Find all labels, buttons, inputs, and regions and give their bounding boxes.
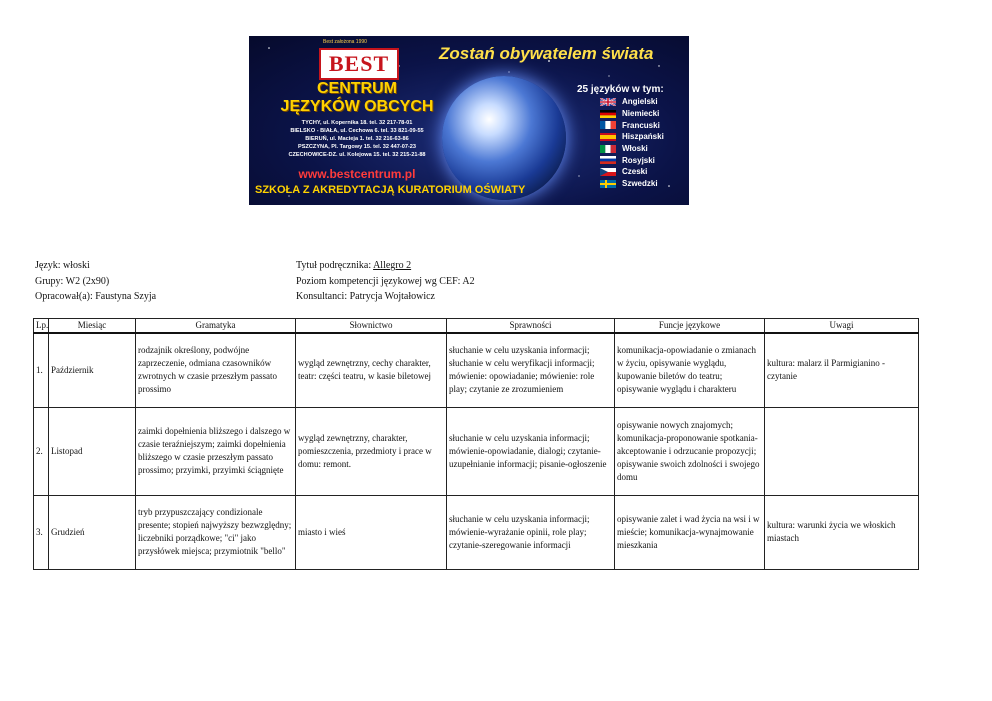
column-header-vocabulary: Słownictwo: [296, 319, 447, 334]
cell-lp: 2.: [34, 407, 49, 495]
cell-grammar: zaimki dopełnienia bliższego i dalszego w czasie teraźniejszym; zaimki dopełnienia bliższego w czasie przeszłym passato prossimo; przyimki, przyimki ściągnięte: [136, 407, 296, 495]
cell-functions: opisywanie nowych znajomych; komunikacja-proponowanie spotkania-akceptowanie i odrzucanie propozycji; opisywanie swoich zdolności i swojego domu: [615, 407, 765, 495]
cell-vocabulary: miasto i wieś: [296, 495, 447, 569]
language-item: [600, 154, 664, 166]
cell-vocabulary: wygląd zewnętrzny, charakter, pomieszczenia, przedmioty i prace w domu: remont.: [296, 407, 447, 495]
sweden-flag-icon: [600, 180, 616, 188]
cell-lp: 1.: [34, 333, 49, 407]
language-name: Włoski: [622, 144, 648, 154]
language-name: Niemiecki: [622, 109, 660, 119]
column-header-month: Miesiąc: [49, 319, 136, 334]
banner-since: Best założona 1990: [323, 39, 367, 45]
language-name: Szwedzki: [622, 179, 658, 189]
banner-slogan: Zostań obywatelem świata: [439, 44, 654, 63]
cell-month: Listopad: [49, 407, 136, 495]
school-banner: [249, 36, 689, 205]
consultants-field: Konsultanci: Patrycja Wojtałowicz: [296, 291, 435, 302]
language-name: Hiszpański: [622, 132, 664, 142]
column-header-functions: Funcje językowe: [615, 319, 765, 334]
language-item: [600, 131, 664, 143]
address-list: [257, 119, 457, 159]
school-name-line2: JĘZYKÓW OBCYCH: [280, 98, 434, 115]
author-field: Opracował(a): Faustyna Szyja: [35, 291, 157, 302]
cell-vocabulary: wygląd zewnętrzny, cechy charakter, teatr: części teatru, w kasie biletowej: [296, 333, 447, 407]
address-line: CZECHOWICE-DZ. ul. Kolejowa 15. tel. 32 215-21-88: [288, 152, 426, 158]
course-info: [35, 258, 156, 305]
language-name: Czeski: [622, 167, 648, 177]
column-header-skills: Sprawności: [447, 319, 615, 334]
cell-functions: opisywanie zalet i wad życia na wsi i w mieście; komunikacja-wynajmowanie mieszkania: [615, 495, 765, 569]
cell-skills: słuchanie w celu uzyskania informacji; słuchanie w celu weryfikacji informacji; mówienie: opowiadanie; mówienie: role play; czytanie ze zrozumieniem: [447, 333, 615, 407]
language-field: Język: włoski: [35, 260, 90, 271]
textbook-info: [296, 258, 475, 305]
column-header-lp: Lp.: [34, 319, 49, 334]
table-header-row: [34, 319, 919, 334]
language-item: [600, 119, 664, 131]
cell-month: Październik: [49, 333, 136, 407]
uk-flag-icon: [600, 98, 616, 106]
address-line: PSZCZYNA, Pl. Targowy 15. tel. 32 447-07-23: [297, 144, 417, 150]
cell-month: Grudzień: [49, 495, 136, 569]
russia-flag-icon: [600, 156, 616, 164]
address-line: BIELSKO - BIAŁA, ul. Cechowa 6. tel. 33 821-09-55: [290, 128, 424, 134]
accreditation-text: SZKOŁA Z AKREDYTACJĄ KURATORIUM OŚWIATY: [255, 184, 526, 196]
cell-grammar: rodzajnik określony, podwójne zaprzeczenie, odmiana czasowników zwrotnych w czasie przeszłym passato prossimo: [136, 333, 296, 407]
curriculum-table: [33, 318, 919, 570]
textbook-title: Allegro 2: [373, 260, 412, 271]
language-name: Francuski: [622, 120, 660, 130]
cell-skills: słuchanie w celu uzyskania informacji; mówienie-wyrażanie opinii, role play; czytanie-szeregowanie informacji: [447, 495, 615, 569]
cell-grammar: tryb przypuszczający condizionale presente; stopień najwyższy bezwzględny; liczebniki porządkowe; "ci" jako przysłówek miejsca; przymiotnik "bello": [136, 495, 296, 569]
czech-flag-icon: [600, 168, 616, 176]
language-item: [600, 143, 664, 155]
cell-lp: 3.: [34, 495, 49, 569]
france-flag-icon: [600, 121, 616, 129]
language-item: [600, 178, 664, 190]
germany-flag-icon: [600, 110, 616, 118]
column-header-grammar: Gramatyka: [136, 319, 296, 334]
spain-flag-icon: [600, 133, 616, 141]
earth-globe-image: [442, 76, 566, 200]
table-row: [34, 495, 919, 569]
language-item: [600, 166, 664, 178]
language-item: [600, 96, 664, 108]
languages-title: 25 języków w tym:: [577, 84, 664, 95]
textbook-label: Tytuł podręcznika:: [296, 260, 374, 271]
column-header-notes: Uwagi: [765, 319, 919, 334]
website-url: www.bestcentrum.pl: [298, 167, 416, 181]
cell-notes: [765, 407, 919, 495]
address-line: BIERUŃ, ul. Macieja 1. tel. 32 216-63-86: [305, 136, 409, 142]
cell-skills: słuchanie w celu uzyskania informacji; mówienie-opowiadanie, dialogi; czytanie-uzupełnianie informacji; pisanie-ogłoszenie: [447, 407, 615, 495]
language-name: Angielski: [622, 97, 658, 107]
cell-functions: komunikacja-opowiadanie o zmianach w życiu, opisywanie wyglądu, kupowanie biletów do teatru; opisywanie wyglądu i charakteru: [615, 333, 765, 407]
address-line: TYCHY, ul. Kopernika 18. tel. 32 217-78-01: [301, 120, 413, 126]
cell-notes: kultura: warunki życia we włoskich miastach: [765, 495, 919, 569]
table-row: [34, 407, 919, 495]
level-field: Poziom kompetencji językowej wg CEF: A2: [296, 275, 475, 287]
language-name: Rosyjski: [622, 155, 655, 165]
italy-flag-icon: [600, 145, 616, 153]
textbook-field: [296, 258, 475, 274]
groups-field: Grupy: W2 (2x90): [35, 275, 110, 287]
language-item: [600, 108, 664, 120]
school-name: [257, 80, 457, 116]
table-row: [34, 333, 919, 407]
language-list: [600, 96, 664, 190]
cell-notes: kultura: malarz il Parmigianino - czytanie: [765, 333, 919, 407]
school-name-line1: CENTRUM: [317, 80, 397, 97]
best-logo: BEST: [319, 48, 399, 80]
